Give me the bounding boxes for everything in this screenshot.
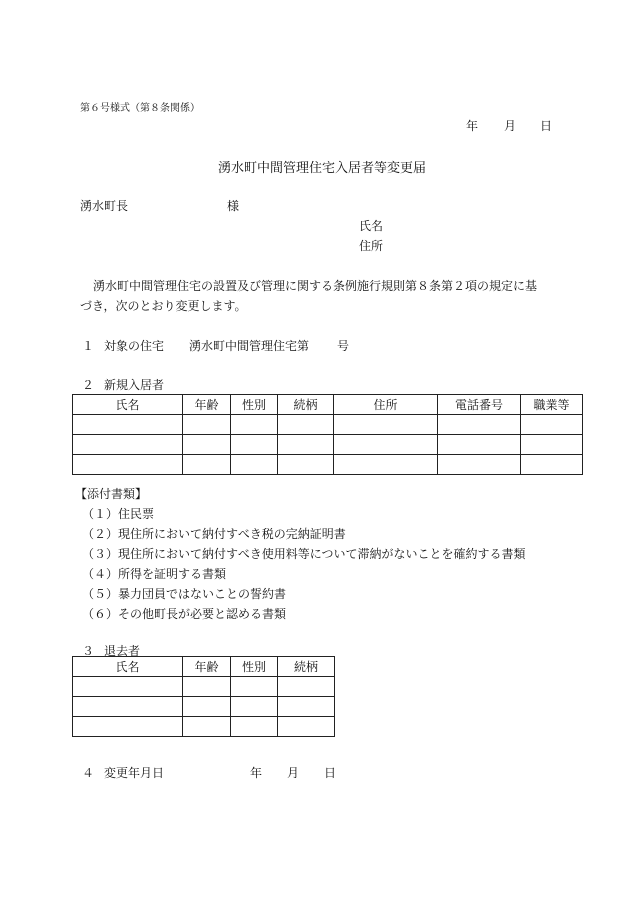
column-header-age: 年齢 (183, 657, 231, 677)
table-cell[interactable] (183, 435, 231, 455)
table-cell[interactable] (334, 455, 438, 475)
table-row (73, 717, 335, 737)
addressee-honorific: 様 (227, 199, 240, 213)
table-cell[interactable] (278, 677, 335, 697)
section-3-label: 退去者 (104, 644, 141, 658)
column-header-gender: 性別 (231, 395, 278, 415)
table-cell[interactable] (183, 455, 231, 475)
table-cell[interactable] (438, 455, 521, 475)
table-cell[interactable] (521, 415, 583, 435)
table-cell[interactable] (438, 435, 521, 455)
table-cell[interactable] (334, 415, 438, 435)
table-cell[interactable] (73, 435, 183, 455)
table-cell[interactable] (183, 677, 231, 697)
column-header-age: 年齢 (183, 395, 231, 415)
table-cell[interactable] (73, 415, 183, 435)
section-1-label: 対象の住宅 (104, 339, 165, 353)
table-cell[interactable] (73, 717, 183, 737)
table-row (73, 677, 335, 697)
column-header-relationship: 続柄 (278, 395, 334, 415)
date-year-label: 年 (466, 119, 479, 133)
column-header-phone: 電話番号 (438, 395, 521, 415)
list-item: （１）住民票 (82, 507, 155, 521)
table-header-row (73, 395, 583, 415)
section-1-value: 湧水町中間管理住宅第 (189, 339, 310, 353)
table-cell[interactable] (278, 415, 334, 435)
table-cell[interactable] (183, 415, 231, 435)
section-4-number: ４ (82, 766, 95, 780)
column-header-name: 氏名 (73, 395, 183, 415)
table-cell[interactable] (278, 455, 334, 475)
date-day-label: 日 (540, 119, 553, 133)
attachments-heading: 【添付書類】 (75, 487, 148, 501)
addressee-name: 湧水町長 (80, 199, 129, 213)
table-cell[interactable] (231, 697, 278, 717)
list-item: （６）その他町長が必要と認める書類 (82, 607, 287, 621)
body-text-line-1: 湧水町中間管理住宅の設置及び管理に関する条例施行規則第８条第２項の規定に基 (93, 279, 538, 293)
document-title: 湧水町中間管理住宅入居者等変更届 (218, 161, 427, 176)
table-cell[interactable] (278, 717, 335, 737)
section-1-number: １ (82, 339, 95, 353)
table-cell[interactable] (183, 717, 231, 737)
table-cell[interactable] (521, 435, 583, 455)
list-item: （５）暴力団員ではないことの誓約書 (82, 587, 287, 601)
section-4-label: 変更年月日 (104, 766, 165, 780)
table-cell[interactable] (438, 415, 521, 435)
table-row (73, 435, 583, 455)
new-residents-table (72, 394, 583, 475)
table-cell[interactable] (73, 697, 183, 717)
section-2-number: ２ (82, 378, 95, 392)
date-month-label: 月 (504, 119, 517, 133)
column-header-address: 住所 (334, 395, 438, 415)
applicant-name-label: 氏名 (359, 219, 384, 233)
table-cell[interactable] (278, 697, 335, 717)
table-row (73, 415, 583, 435)
body-text-line-2: づき，次のとおり変更します。 (80, 299, 247, 313)
table-cell[interactable] (231, 415, 278, 435)
departing-residents-table (72, 656, 335, 737)
table-cell[interactable] (73, 455, 183, 475)
change-date-year-label: 年 (250, 766, 263, 780)
table-cell[interactable] (231, 717, 278, 737)
table-row (73, 455, 583, 475)
table-cell[interactable] (231, 677, 278, 697)
section-2-label: 新規入居者 (104, 378, 165, 392)
change-date-day-label: 日 (324, 766, 337, 780)
table-cell[interactable] (278, 435, 334, 455)
section-3-number: ３ (82, 644, 95, 658)
form-label: 第６号様式（第８条関係） (80, 103, 200, 114)
column-header-gender: 性別 (231, 657, 278, 677)
table-row (73, 697, 335, 717)
table-header-row (73, 657, 335, 677)
column-header-relationship: 続柄 (278, 657, 335, 677)
list-item: （３）現住所において納付すべき使用料等について滞納がないことを確約する書類 (82, 547, 526, 561)
change-date-month-label: 月 (287, 766, 300, 780)
column-header-name: 氏名 (73, 657, 183, 677)
column-header-occupation: 職業等 (521, 395, 583, 415)
table-cell[interactable] (183, 697, 231, 717)
list-item: （２）現住所において納付すべき税の完納証明書 (82, 527, 346, 541)
section-1-suffix: 号 (337, 339, 350, 353)
table-cell[interactable] (73, 677, 183, 697)
table-cell[interactable] (231, 455, 278, 475)
table-cell[interactable] (334, 435, 438, 455)
applicant-address-label: 住所 (359, 239, 384, 253)
list-item: （４）所得を証明する書類 (82, 567, 227, 581)
table-cell[interactable] (231, 435, 278, 455)
table-cell[interactable] (521, 455, 583, 475)
